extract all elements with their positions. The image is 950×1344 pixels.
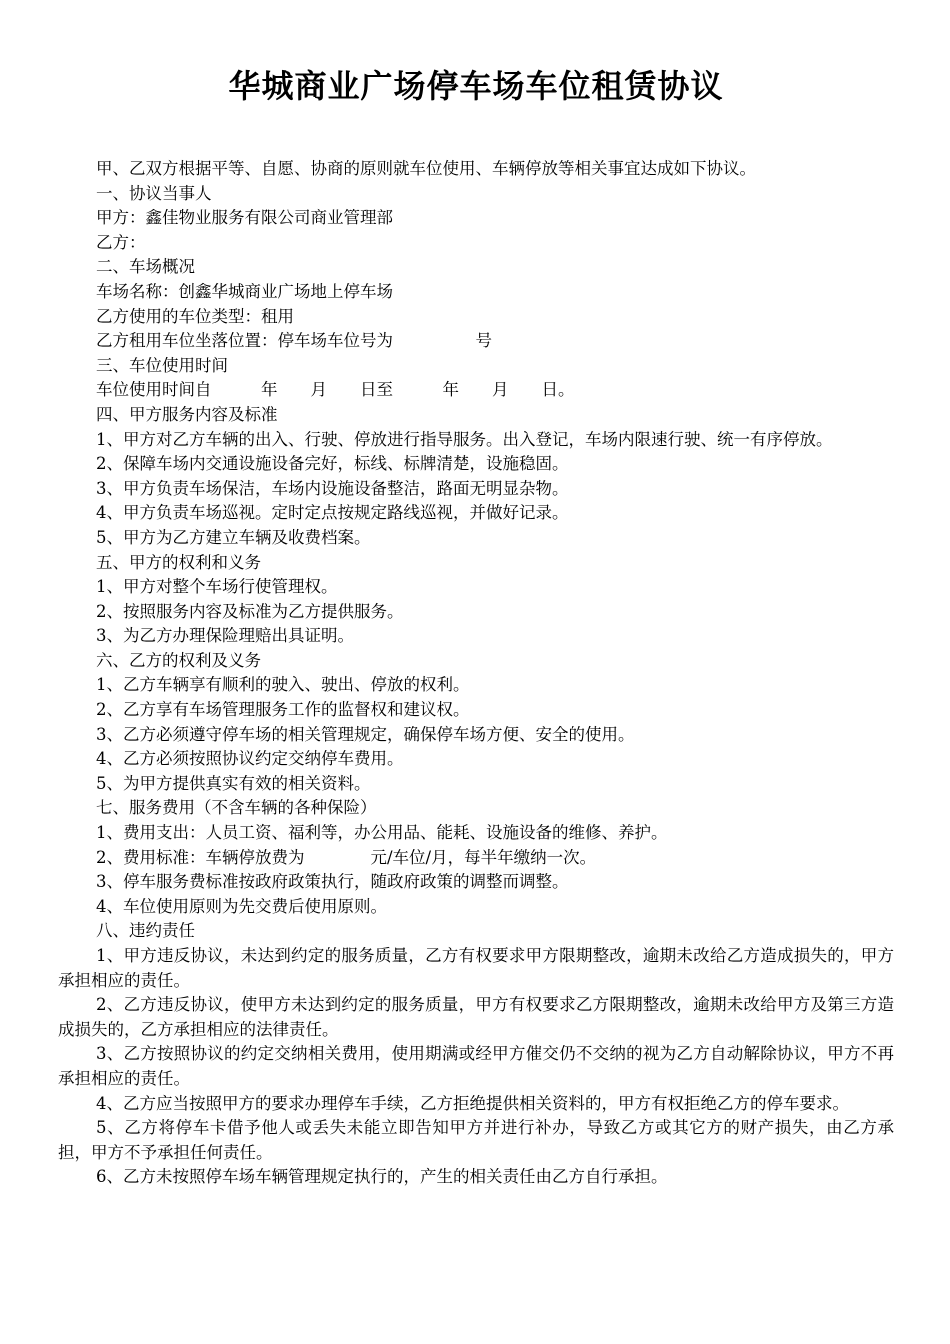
paragraph: 车位使用时间自 年 月 日至 年 月 日。 [96,380,575,400]
document-page [58,0,894,1190]
list-item: 1、甲方对整个车场行使管理权。 [96,577,338,597]
paragraph: 乙方租用车位坐落位置：停车场车位号为 号 [96,331,492,351]
section-heading: 八、违约责任 [96,921,195,941]
list-item: 3、为乙方办理保险理赔出具证明。 [96,626,354,646]
list-item: 4、甲方负责车场巡视。定时定点按规定路线巡视，并做好记录。 [96,503,569,523]
list-item: 1、费用支出：人员工资、福利等，办公用品、能耗、设施设备的维修、养护。 [96,823,668,843]
list-item: 2、乙方享有车场管理服务工作的监督权和建议权。 [96,700,470,720]
list-item: 5、甲方为乙方建立车辆及收费档案。 [96,527,371,547]
list-item: 2、费用标准：车辆停放费为 元/车位/月，每半年缴纳一次。 [96,847,597,867]
list-item: 5、为甲方提供真实有效的相关资料。 [96,773,371,793]
list-item: 1、甲方对乙方车辆的出入、行驶、停放进行指导服务。出入登记，车场内限速行驶、统一有序停放。 [96,429,833,449]
list-item: 2、保障车场内交通设施设备完好，标线、标牌清楚，设施稳固。 [96,454,569,474]
list-item: 6、乙方未按照停车场车辆管理规定执行的，产生的相关责任由乙方自行承担。 [96,1167,668,1187]
section-heading: 四、甲方服务内容及标准 [96,404,278,424]
paragraph: 乙方使用的车位类型：租用 [96,306,294,326]
section-heading: 三、车位使用时间 [96,355,228,375]
list-item: 1、甲方违反协议，未达到约定的服务质量，乙方有权要求甲方限期整改，逾期未改给乙方造成损失的，甲方承担相应的责任。 [58,946,894,990]
list-item: 4、车位使用原则为先交费后使用原则。 [96,896,387,916]
paragraph: 甲、乙双方根据平等、自愿、协商的原则就车位使用、车辆停放等相关事宜达成如下协议。 [96,159,756,178]
list-item: 5、乙方将停车卡借予他人或丢失未能立即告知甲方并进行补办，导致乙方或其它方的财产损失，由乙方承担，甲方不予承担任何责任。 [58,1118,894,1162]
list-item: 1、乙方车辆享有顺利的驶入、驶出、停放的权利。 [96,675,470,695]
section-heading: 六、乙方的权利及义务 [96,650,261,670]
paragraph: 甲方：鑫佳物业服务有限公司商业管理部 [96,208,393,228]
paragraph: 乙方： [96,232,146,252]
list-item: 3、停车服务费标准按政府政策执行，随政府政策的调整而调整。 [96,872,569,892]
list-item: 4、乙方必须按照协议约定交纳停车费用。 [96,749,404,769]
section-heading: 五、甲方的权利和义务 [96,552,261,572]
list-item: 4、乙方应当按照甲方的要求办理停车手续，乙方拒绝提供相关资料的，甲方有权拒绝乙方的停车要求。 [96,1093,849,1113]
section-heading: 二、车场概况 [96,257,195,277]
list-item: 3、乙方必须遵守停车场的相关管理规定，确保停车场方便、安全的使用。 [96,724,635,744]
list-item: 2、按照服务内容及标准为乙方提供服务。 [96,601,404,621]
document-body [58,157,894,1190]
list-item: 3、甲方负责车场保洁，车场内设施设备整洁，路面无明显杂物。 [96,478,569,498]
list-item: 2、乙方违反协议，使甲方未达到约定的服务质量，甲方有权要求乙方限期整改，逾期未改给甲方及第三方造成损失的，乙方承担相应的法律责任。 [58,995,894,1039]
document-title: 华城商业广场停车场车位租赁协议 [228,67,724,105]
list-item: 3、乙方按照协议的约定交纳相关费用，使用期满或经甲方催交仍不交纳的视为乙方自动解除协议，甲方不再承担相应的责任。 [58,1044,894,1088]
section-heading: 一、协议当事人 [96,183,212,203]
paragraph: 车场名称：创鑫华城商业广场地上停车场 [96,281,393,301]
section-heading: 七、服务费用（不含车辆的各种保险） [96,798,377,818]
